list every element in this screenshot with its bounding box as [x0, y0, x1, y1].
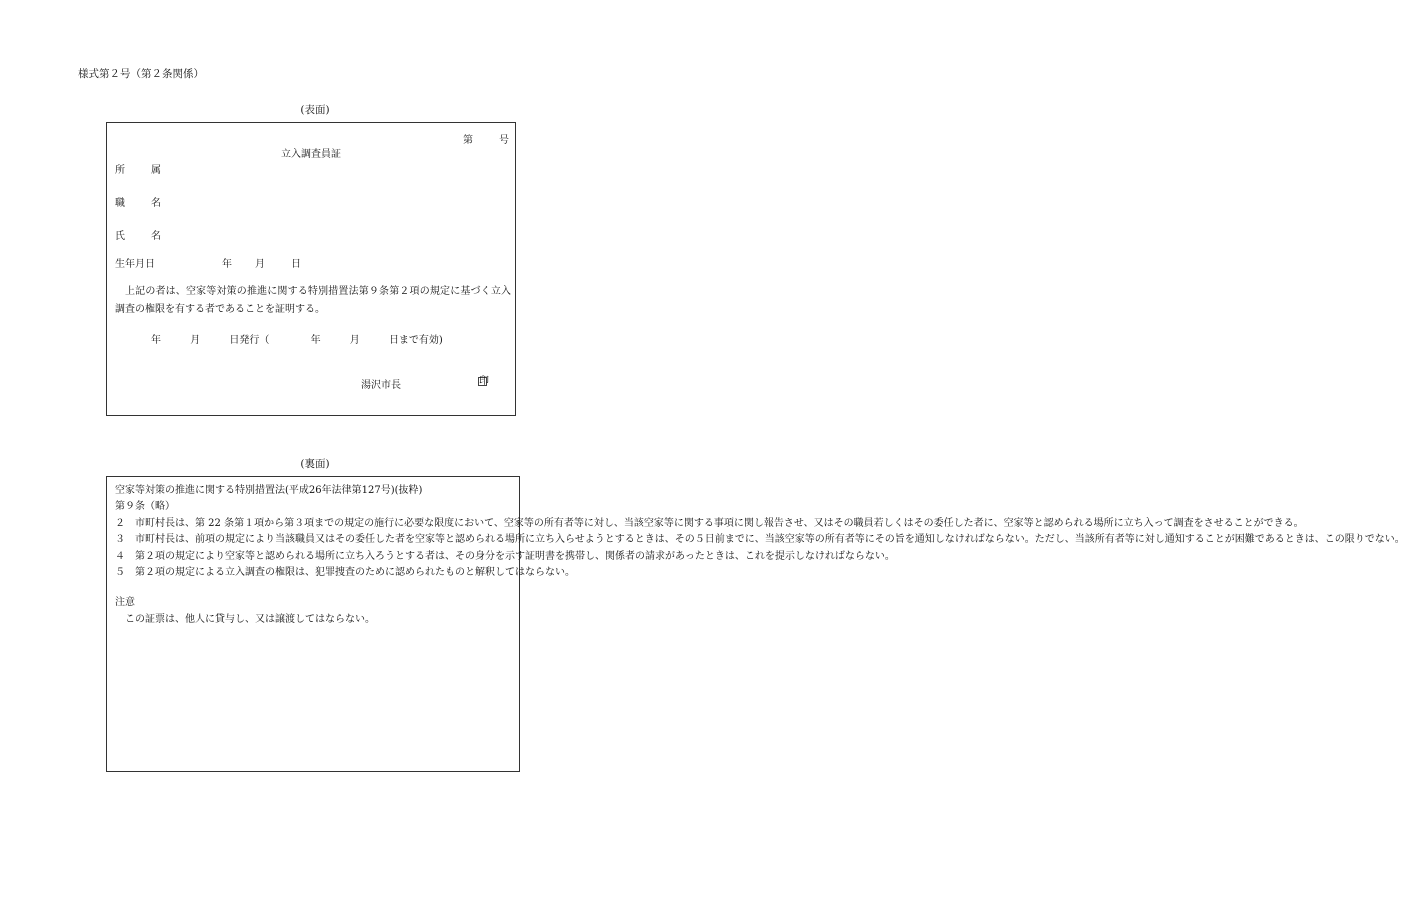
- back-card: [106, 476, 1405, 772]
- note-text: この証票は、他人に貸与し、又は譲渡してはならない。: [125, 613, 375, 625]
- name-label-1: 氏: [115, 231, 125, 242]
- name-label-2: 名: [151, 231, 161, 242]
- law-excerpt: [115, 483, 1405, 628]
- law-paragraph: ２ 市町村長は、第 22 条第１項から第３項までの規定の施行に必要な限度において、空家等の所有者等に対し、当該空家等に関する事項に関し報告させ、又はその職員若しくはその委任した者に、空家等と認められる場所に立ち入って調査をさせることができる。: [115, 517, 1304, 529]
- birth-day-label: 日: [291, 259, 301, 270]
- article-heading: 第９条（略）: [115, 501, 175, 513]
- front-card: [106, 122, 516, 416]
- issue-day-label: 日発行（: [229, 335, 270, 346]
- mayor-signature: 湯沢市長: [361, 380, 401, 391]
- number-dai: 第: [463, 135, 473, 146]
- position-label-1: 職: [115, 198, 125, 209]
- birthdate-label: 生年月日: [115, 259, 155, 270]
- card-title: 立入調査員証: [281, 149, 341, 160]
- form-number: 様式第２号（第２条関係）: [78, 68, 204, 80]
- affiliation-label-2: 属: [151, 165, 161, 176]
- affiliation-label-1: 所: [115, 165, 125, 176]
- birth-month-label: 月: [255, 259, 265, 270]
- valid-month-label: 月: [349, 335, 360, 346]
- seal-stamp: 印: [479, 376, 489, 387]
- law-title: 空家等対策の推進に関する特別措置法(平成26年法律第127号)(抜粋): [115, 485, 423, 496]
- note-label: 注意: [115, 597, 135, 609]
- birth-year-label: 年: [222, 259, 232, 270]
- number-gou: 号: [499, 135, 509, 146]
- position-label-2: 名: [151, 198, 161, 209]
- law-paragraph: ４ 第２項の規定により空家等と認められる場所に立ち入ろうとする者は、その身分を示す証明書を携帯し、関係者の請求があったときは、これを提示しなければならない。: [115, 550, 895, 562]
- issue-month-label: 月: [190, 335, 201, 346]
- issue-date-row: [151, 331, 443, 346]
- valid-year-label: 年: [310, 335, 321, 346]
- back-side-label: (裏面): [300, 458, 330, 470]
- front-side-label: (表面): [300, 104, 330, 116]
- law-paragraph: ５ 第２項の規定による立入調査の権限は、犯罪捜査のために認められたものと解釈してはならない。: [115, 567, 575, 579]
- issue-year-label: 年: [151, 335, 161, 346]
- certification-text: 上記の者は、空家等対策の推進に関する特別措置法第９条第２項の規定に基づく立入調査の権限を有する者であることを証明する。: [115, 286, 511, 315]
- valid-until-label: 日まで有効): [388, 335, 443, 346]
- law-paragraph: ３ 市町村長は、前項の規定により当該職員又はその委任した者を空家等と認められる場所に立ち入らせようとするときは、その５日前までに、当該空家等の所有者等にその旨を通知しなければならない。ただし、当該所有者等に対し通知することが困難であるときは、この限りでない。: [115, 534, 1405, 546]
